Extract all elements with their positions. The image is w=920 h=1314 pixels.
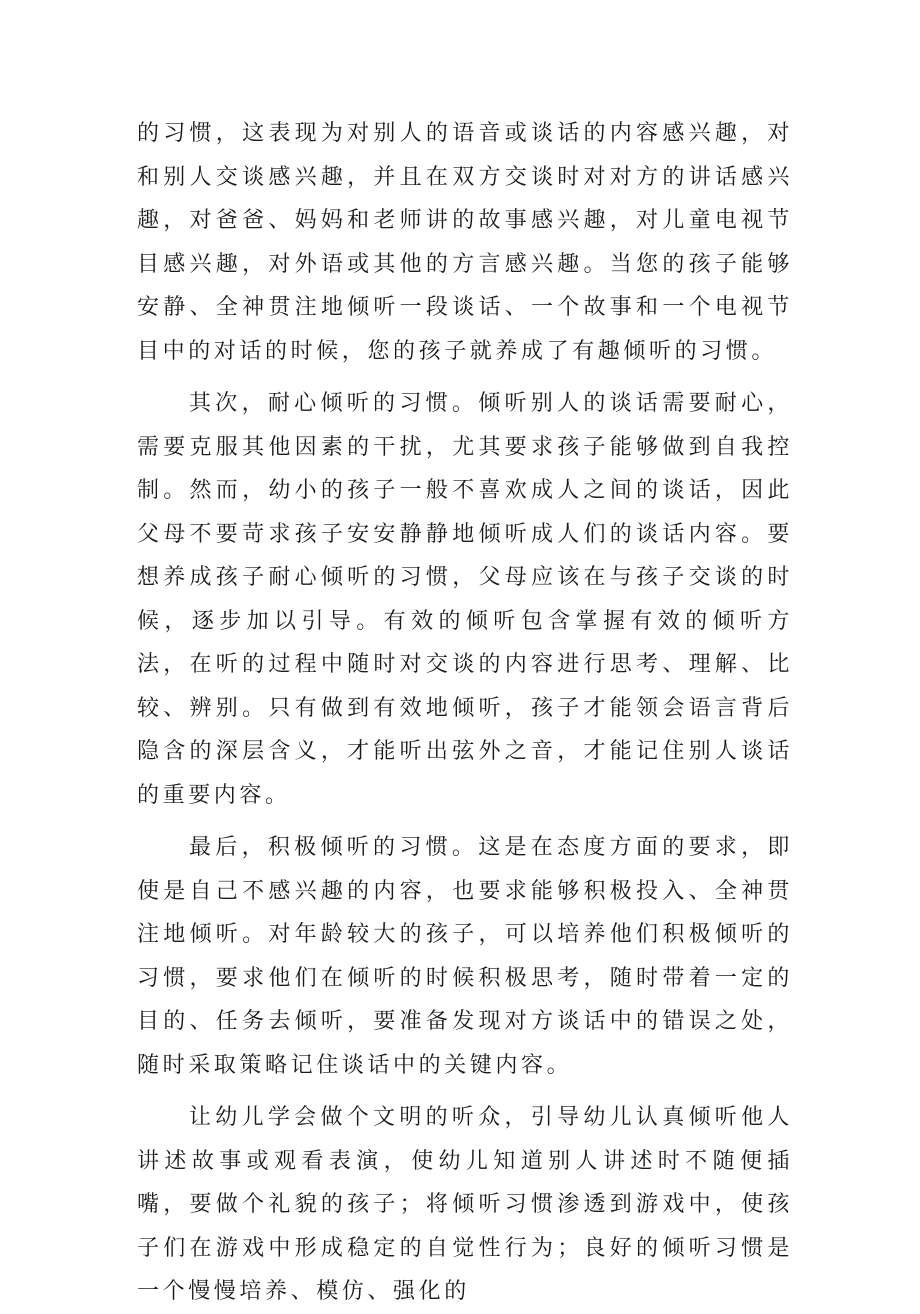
document-body (137, 112, 793, 1314)
paragraph-patient-listening: 其次，耐心倾听的习惯。倾听别人的谈话需要耐心，需要克服其他因素的干扰，尤其要求孩子能够做到自我控制。然而，幼小的孩子一般不喜欢成人之间的谈话，因此父母不要苛求孩子安安静静地倾听成人们的谈话内容。要想养成孩子耐心倾听的习惯，父母应该在与孩子交谈的时候，逐步加以引导。有效的倾听包含掌握有效的倾听方法，在听的过程中随时对交谈的内容进行思考、理解、比较、辨别。只有做到有效地倾听，孩子才能领会语言背后隐含的深层含义，才能听出弦外之音，才能记住别人谈话的重要内容。 (137, 391, 793, 808)
paragraph-active-listening: 最后，积极倾听的习惯。这是在态度方面的要求，即使是自己不感兴趣的内容，也要求能够积极投入、全神贯注地倾听。对年龄较大的孩子，可以培养他们积极倾听的习惯，要求他们在倾听的时候积极思考，随时带着一定的目的、任务去倾听，要准备发现对方谈话中的错误之处，随时采取策略记住谈话中的关键内容。 (137, 835, 793, 1078)
paragraph-habit-interest: 的习惯，这表现为对别人的语音或谈话的内容感兴趣，对和别人交谈感兴趣，并且在双方交谈时对对方的讲话感兴趣，对爸爸、妈妈和老师讲的故事感兴趣，对儿童电视节目感兴趣，对外语或其他的方言感兴趣。当您的孩子能够安静、全神贯注地倾听一段谈话、一个故事和一个电视节目中的对话的时候，您的孩子就养成了有趣倾听的习惯。 (137, 121, 793, 364)
paragraph-civil-listener: 让幼儿学会做个文明的听众，引导幼儿认真倾听他人讲述故事或观看表演，使幼儿知道别人讲述时不随便插嘴，要做个礼貌的孩子；将倾听习惯渗透到游戏中，使孩子们在游戏中形成稳定的自觉性行为；良好的倾听习惯是一个慢慢培养、模仿、强化的 (137, 1105, 793, 1304)
